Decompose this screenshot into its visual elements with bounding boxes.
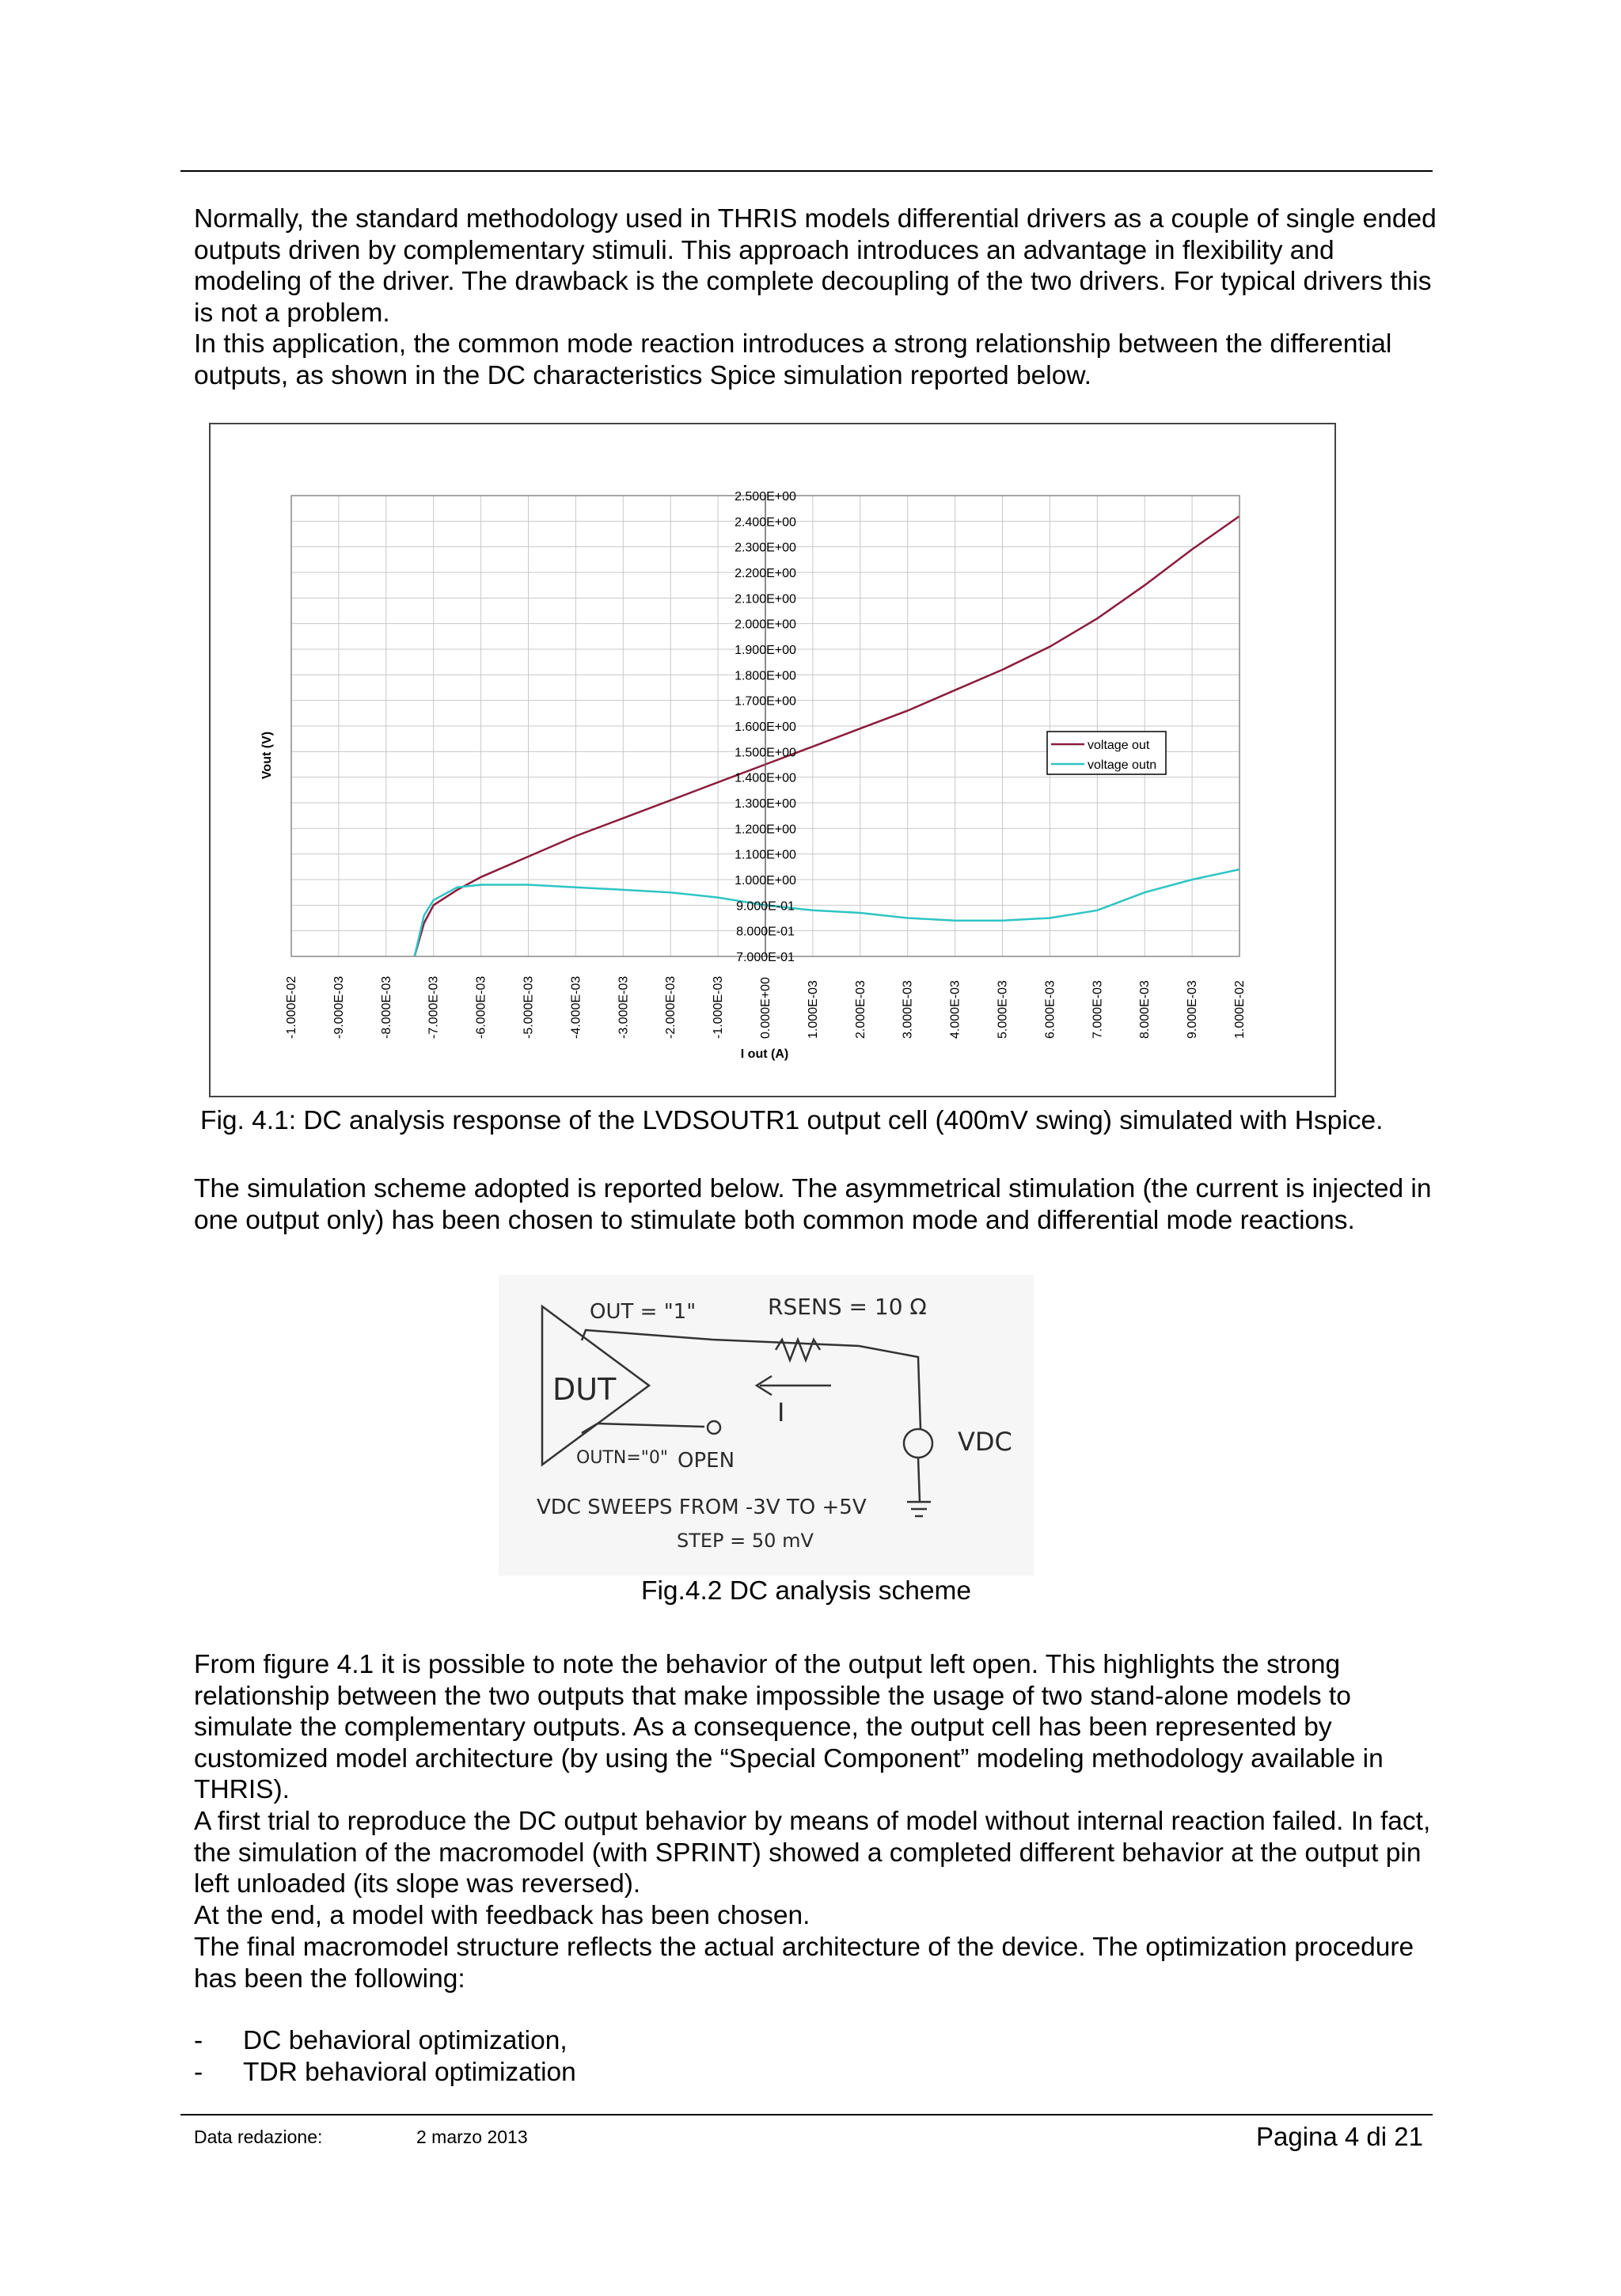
list-item — [194, 2057, 576, 2089]
footer-rule — [180, 2114, 1433, 2115]
y-tick-label: 1.900E+00 — [735, 644, 796, 657]
vdc-source — [904, 1429, 932, 1458]
paragraph-body-3: At the end, a model with feedback has been chosen. — [194, 1901, 810, 1930]
x-tick-label: 0.000E+00 — [759, 977, 773, 1039]
scheme-outn-label: OUTN="0" — [576, 1448, 668, 1468]
y-tick-label: 2.300E+00 — [735, 541, 796, 555]
x-tick-label: 1.000E-02 — [1233, 980, 1247, 1039]
dc-analysis-chart — [209, 423, 1336, 1097]
x-tick-label: -4.000E-03 — [569, 975, 583, 1039]
y-tick-label: 1.400E+00 — [735, 771, 796, 785]
series-line-voltage-outn — [415, 869, 1239, 956]
x-tick-label: 7.000E-03 — [1091, 980, 1105, 1039]
y-tick-label: 7.000E-01 — [736, 951, 795, 964]
y-tick-label: 2.400E+00 — [735, 515, 796, 530]
paragraph-scheme-intro: The simulation scheme adopted is reported below. The asymmetrical stimulation (the current is injected in one output only) has been chosen to stimulate both common mode and differential mode reactions. — [194, 1174, 1432, 1235]
y-tick-label: 1.200E+00 — [735, 823, 796, 837]
list-marker: - — [194, 2058, 203, 2087]
header-rule — [180, 170, 1433, 172]
optimization-list — [194, 2025, 576, 2089]
footer-date: 2 marzo 2013 — [416, 2127, 528, 2147]
y-tick-label: 1.500E+00 — [735, 746, 796, 760]
x-tick-label: -8.000E-03 — [379, 975, 393, 1039]
y-tick-label: 2.500E+00 — [735, 490, 796, 504]
x-tick-label: -7.000E-03 — [427, 975, 441, 1039]
y-tick-label: 2.100E+00 — [735, 592, 796, 606]
x-tick-label: -6.000E-03 — [474, 975, 488, 1039]
dc-analysis-scheme-drawing — [499, 1275, 1034, 1576]
y-tick-label: 2.000E+00 — [735, 618, 796, 632]
scheme-sweep-label: VDC SWEEPS FROM -3V TO +5V — [537, 1496, 867, 1519]
x-tick-label: 2.000E-03 — [853, 980, 867, 1039]
y-tick-label: 1.100E+00 — [735, 848, 796, 862]
figure-4-1-caption: Fig. 4.1: DC analysis response of the LVDSOUTR1 output cell (400mV swing) simulated with Hspice. — [200, 1106, 1384, 1135]
x-tick-label: -2.000E-03 — [664, 975, 678, 1039]
footer-date-label: Data redazione: — [194, 2127, 323, 2147]
legend-label-voltage-out: voltage out — [1088, 739, 1150, 752]
figure-4-2-caption: Fig.4.2 DC analysis scheme — [641, 1576, 972, 1606]
scheme-vdc-label: VDC — [958, 1427, 1012, 1457]
scheme-rsens-label: RSENS = 10 Ω — [768, 1294, 927, 1320]
y-tick-label: 9.000E-01 — [736, 899, 795, 914]
scheme-current-label: I — [777, 1397, 785, 1427]
x-tick-label: -5.000E-03 — [522, 975, 536, 1039]
x-tick-label: 9.000E-03 — [1186, 980, 1200, 1039]
y-tick-label: 1.300E+00 — [735, 797, 796, 811]
scheme-step-label: STEP = 50 mV — [677, 1530, 814, 1552]
x-tick-label: 3.000E-03 — [901, 980, 915, 1039]
x-tick-label: -1.000E-02 — [285, 975, 298, 1039]
x-tick-label: 1.000E-03 — [806, 980, 820, 1039]
chart-legend — [1047, 732, 1166, 774]
out-wire — [582, 1330, 921, 1429]
list-marker: - — [194, 2026, 203, 2055]
scheme-out-label: OUT = "1" — [590, 1300, 697, 1324]
y-tick-label: 8.000E-01 — [736, 925, 795, 939]
y-tick-label: 1.700E+00 — [735, 694, 796, 709]
list-item — [194, 2025, 576, 2057]
y-tick-label: 1.800E+00 — [735, 669, 796, 683]
y-tick-label: 1.600E+00 — [735, 720, 796, 734]
outn-wire — [582, 1424, 704, 1433]
list-item-text: DC behavioral optimization, — [243, 2026, 568, 2055]
y-tick-label: 1.000E+00 — [735, 874, 796, 888]
ground-symbol — [907, 1502, 931, 1516]
paragraph-intro-2: In this application, the common mode reaction introduces a strong relationship between the differential outputs, as shown in the DC characteristics Spice simulation reported below. — [194, 329, 1392, 390]
y-tick-label: 2.200E+00 — [735, 567, 796, 580]
scheme-open-label: OPEN — [678, 1449, 735, 1473]
x-tick-label: -9.000E-03 — [332, 975, 346, 1039]
paragraph-body-1: From figure 4.1 it is possible to note the behavior of the output left open. This highlights the strong relationship between the two outputs that make impossible the usage of two stand-alone models to simulate the complementary outputs. As a consequence, the output cell has been represented by customized model architecture (by using the “Special Component” modeling methodology available in THRIS). — [194, 1650, 1384, 1804]
x-tick-label: -3.000E-03 — [617, 975, 631, 1039]
x-tick-label: 6.000E-03 — [1043, 980, 1057, 1039]
paragraph-body-2: A first trial to reproduce the DC output behavior by means of model without internal reaction failed. In fact, the simulation of the macromodel (with SPRINT) showed a completed different behavior at the output pin left unloaded (its slope was reversed). — [194, 1807, 1431, 1899]
paragraph-intro-1: Normally, the standard methodology used in THRIS models differential drivers as a couple of single ended outputs driven by complementary stimuli. This approach introduces an advantage in flexibility and modeling of the driver. The drawback is the complete decoupling of the two drivers. For typical drivers this is not a problem. — [194, 204, 1437, 328]
open-terminal — [708, 1421, 720, 1434]
x-tick-label: 5.000E-03 — [996, 980, 1010, 1039]
list-item-text: TDR behavioral optimization — [243, 2058, 576, 2087]
footer-page-number: Pagina 4 di 21 — [1255, 2122, 1423, 2151]
chart-svg — [211, 424, 1334, 1096]
x-axis-label: I out (A) — [740, 1047, 789, 1061]
legend-label-voltage-outn: voltage outn — [1088, 758, 1157, 772]
ground-wire — [918, 1458, 920, 1502]
x-tick-label: 8.000E-03 — [1138, 980, 1152, 1039]
y-axis-label: Vout (V) — [260, 731, 274, 780]
scheme-dut-label: DUT — [552, 1372, 617, 1407]
x-tick-label: 4.000E-03 — [948, 980, 962, 1039]
scheme-svg — [499, 1275, 1034, 1576]
x-tick-label: -1.000E-03 — [712, 975, 726, 1039]
paragraph-body-4: The final macromodel structure reflects the actual architecture of the device. The optimization procedure has been the following: — [194, 1933, 1414, 1994]
